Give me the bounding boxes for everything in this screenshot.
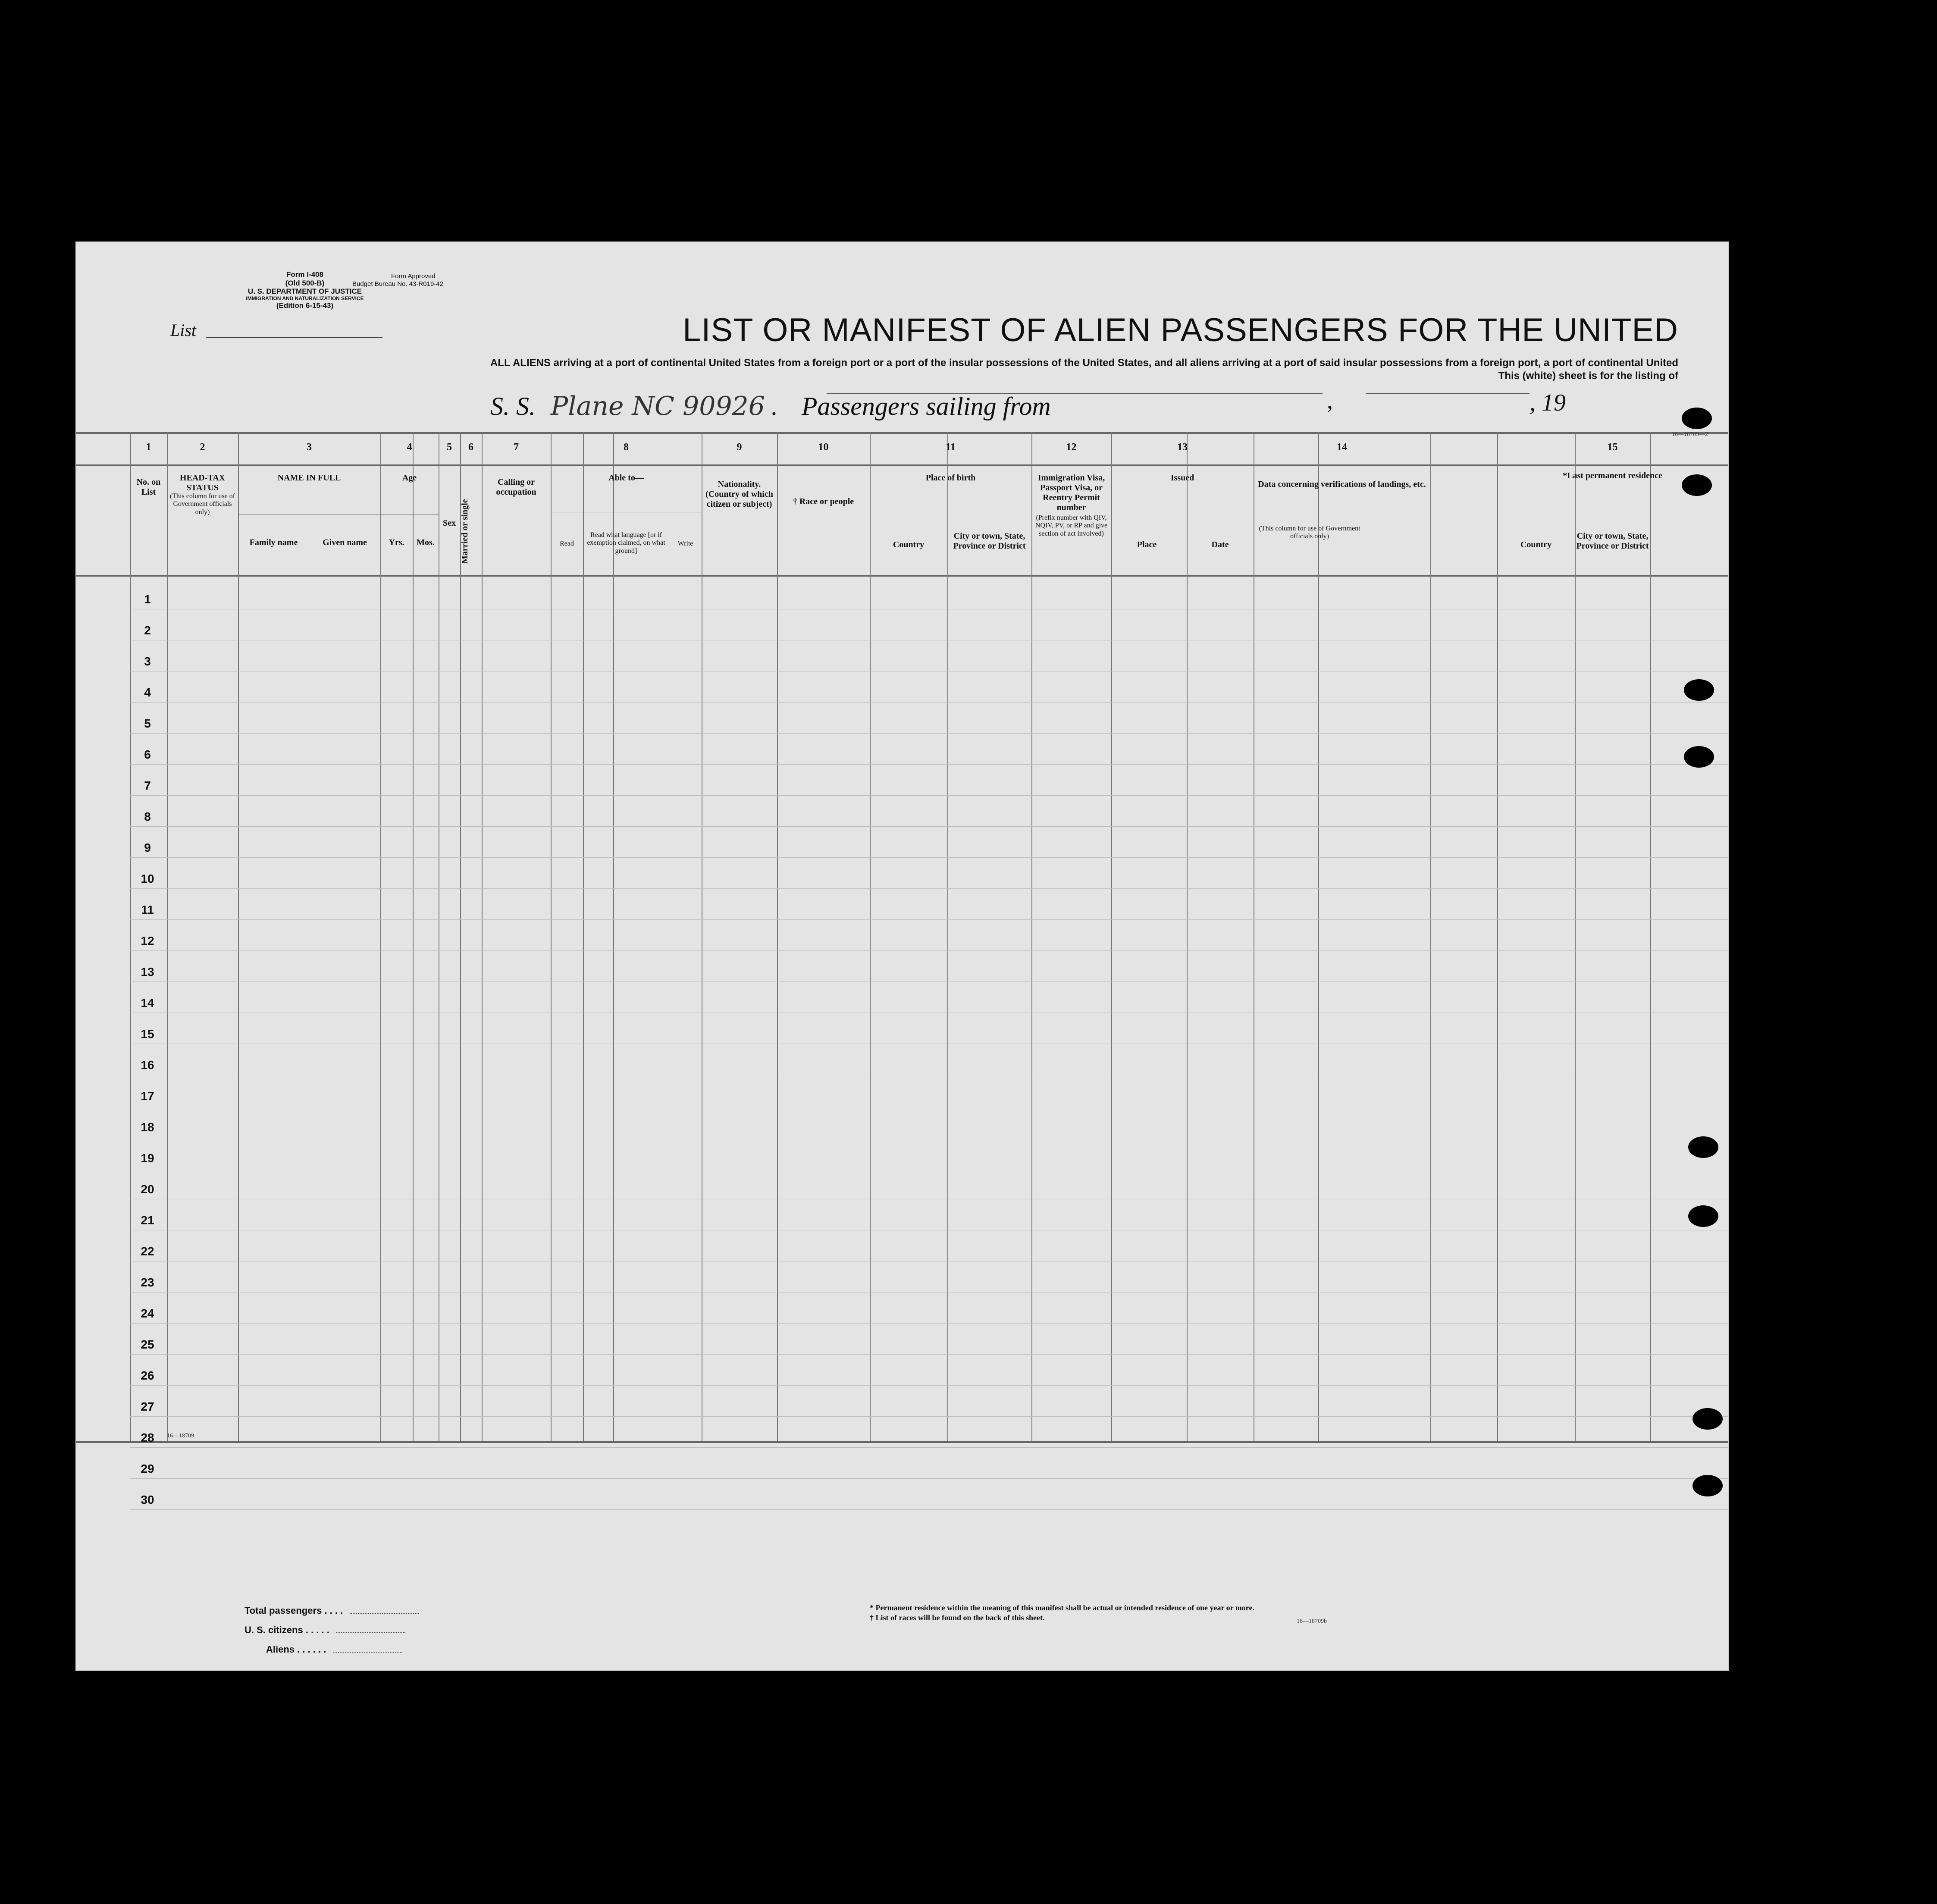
header-residence-city: City or town, State, Province or District (1576, 531, 1649, 551)
column-number: 5 (447, 442, 452, 453)
footer-print-code: 16—18709b (1297, 1618, 1327, 1625)
column-number: 11 (946, 442, 956, 453)
top-print-code: 16—18709—2 (1672, 431, 1708, 438)
header-data-concerning: Data concerning verifications of landings, etc. (1258, 480, 1426, 489)
header-residence-country: Country (1520, 540, 1552, 549)
header-read-language: Read what language [or if exemption claimed, on what ground] (587, 531, 665, 555)
service: IMMIGRATION AND NATURALIZATION SERVICE (246, 295, 364, 301)
column-divider (167, 432, 168, 1441)
edition: (Edition 6-15-43) (276, 301, 334, 310)
binding-hole (1693, 1408, 1723, 1430)
header-visa: Immigration Visa, Passport Visa, or Reentry Permit number (1037, 473, 1105, 512)
subtitle-line-2: This (white) sheet is for the listing of (1498, 370, 1678, 382)
column-number: 7 (514, 442, 519, 453)
subtitle (490, 357, 1678, 383)
row-number: 10 (141, 872, 154, 885)
manifest-sheet (75, 242, 1729, 1671)
row-number: 23 (141, 1276, 154, 1289)
row-number: 17 (141, 1089, 154, 1103)
row-number: 11 (141, 903, 154, 916)
sailing-date-field[interactable] (1366, 393, 1530, 394)
header-sex: Sex (443, 518, 456, 528)
ship-line: S. S. Plane NC 90926 . Passengers sailing from (490, 391, 1051, 421)
us-citizens-field[interactable] (336, 1632, 405, 1633)
binding-hole (1688, 1136, 1718, 1158)
approved-line: Form Approved (391, 273, 436, 280)
binding-hole (1682, 474, 1712, 496)
footnotes (870, 1603, 1254, 1623)
header-read: Read (560, 540, 574, 547)
ship-prefix: S. S. (490, 392, 536, 420)
header-birth-country: Country (893, 540, 925, 549)
row-number: 12 (141, 934, 154, 947)
header-age: Age (402, 473, 417, 483)
header-write: Write (677, 540, 693, 547)
table-row[interactable] (130, 1478, 1728, 1479)
row-number: 25 (141, 1338, 154, 1351)
header-race: † Race or people (793, 497, 854, 506)
header-nationality: Nationality. (Country of which citizen or subject) (705, 480, 773, 509)
table-rule (76, 1441, 1728, 1443)
row-number: 22 (141, 1245, 154, 1258)
binding-hole (1684, 679, 1714, 701)
column-divider (1430, 432, 1431, 1441)
footnote-residence: * Permanent residence within the meaning of this manifest shall be actual or intended residence of one year or more. (870, 1603, 1254, 1612)
column-number: 13 (1177, 442, 1188, 453)
table-row[interactable] (130, 764, 1728, 765)
column-number: 3 (307, 442, 312, 453)
total-passengers-label: Total passengers . . . . (244, 1605, 419, 1616)
aliens-label: Aliens . . . . . . (266, 1644, 402, 1655)
header-no-on-list: No. on List (136, 477, 161, 497)
column-divider (1575, 432, 1576, 1441)
header-visa-note: (Prefix number with QIV, NQIV, PV, or RP and give section of act involved) (1035, 514, 1108, 537)
table-row[interactable] (130, 950, 1728, 951)
row-number: 8 (144, 810, 151, 823)
header-yrs: Yrs. (389, 538, 404, 547)
row-number: 14 (141, 996, 154, 1010)
table-row[interactable] (130, 1447, 1728, 1448)
row-number: 24 (141, 1307, 154, 1320)
table-row[interactable] (130, 1354, 1728, 1355)
header-birth-city: City or town, State, Province or District (953, 531, 1026, 551)
row-number: 2 (144, 624, 151, 637)
sailing-from-field[interactable] (827, 393, 1323, 394)
row-number: 1 (144, 593, 151, 606)
row-number: 27 (141, 1400, 154, 1413)
header-issued-date: Date (1211, 540, 1229, 549)
row-number: 19 (141, 1151, 154, 1165)
column-number: 12 (1066, 442, 1077, 453)
column-divider (1111, 432, 1112, 1441)
header-last-residence: *Last permanent residence (1563, 471, 1662, 480)
budget-line: Budget Bureau No. 43-R019-42 (352, 280, 443, 288)
header-head-tax-note: (This column for use of Government officials only) (169, 492, 235, 516)
row-number: 7 (144, 779, 151, 792)
column-divider (1650, 432, 1651, 1441)
table-row[interactable] (130, 1416, 1728, 1417)
column-divider (1031, 432, 1032, 1441)
column-number: 9 (737, 442, 742, 453)
row-number: 26 (141, 1369, 154, 1382)
binding-hole (1682, 408, 1712, 429)
binding-hole (1684, 746, 1714, 768)
column-divider (583, 432, 584, 1441)
us-citizens-label: U. S. citizens . . . . . (244, 1625, 405, 1636)
column-number: 14 (1337, 442, 1347, 453)
header-data-note: (This column for use of Government officials only) (1259, 525, 1360, 540)
row-number: 5 (144, 717, 151, 730)
bottom-print-code: 16—18709 (167, 1433, 194, 1439)
row-number: 29 (141, 1462, 154, 1475)
column-number: 4 (407, 442, 412, 453)
header-family-name: Family name (249, 538, 298, 547)
list-field[interactable] (206, 337, 382, 338)
binding-hole (1688, 1205, 1718, 1227)
table-row[interactable] (130, 826, 1728, 827)
column-number: 8 (624, 442, 629, 453)
column-divider (870, 432, 871, 1441)
row-number: 6 (144, 748, 151, 761)
header-place-of-birth: Place of birth (925, 473, 976, 483)
header-calling: Calling or occupation (496, 477, 536, 497)
table-row[interactable] (130, 795, 1728, 796)
column-number: 6 (468, 442, 473, 453)
row-number: 18 (141, 1120, 154, 1134)
subtitle-line-1: ALL ALIENS arriving at a port of continental United States from a foreign port or a port of the insular possessions of the United States, and all aliens arriving at a port of said insular possessions from a foreign port, a port of continental United (490, 357, 1678, 369)
row-number: 9 (144, 841, 151, 854)
header-married: Married or single (460, 499, 470, 564)
department: U. S. DEPARTMENT OF JUSTICE (248, 287, 362, 296)
column-divider (947, 432, 948, 1441)
table-rule (76, 575, 1728, 577)
table-row[interactable] (130, 1509, 1728, 1510)
ship-name-handwritten[interactable]: Plane NC 90926 (551, 391, 765, 421)
column-divider (380, 432, 381, 1441)
passengers-sailing-label: Passengers sailing from (801, 392, 1051, 420)
column-number: 1 (146, 442, 151, 453)
column-number: 15 (1607, 442, 1618, 453)
column-divider (1187, 432, 1188, 1441)
header-head-tax: HEAD-TAX STATUS (179, 473, 226, 492)
list-label: List (170, 320, 197, 340)
table-row[interactable] (130, 702, 1728, 703)
row-number: 16 (141, 1058, 154, 1072)
row-number: 15 (141, 1027, 154, 1041)
row-number: 3 (144, 655, 151, 668)
header-issued-place: Place (1137, 540, 1157, 549)
table-row[interactable] (130, 1323, 1728, 1324)
column-divider (130, 432, 131, 1441)
row-number: 4 (144, 686, 151, 699)
column-divider (613, 432, 614, 1441)
row-number: 28 (141, 1431, 154, 1444)
column-divider (1497, 432, 1498, 1441)
table-rule (76, 464, 1728, 466)
column-divider (238, 432, 239, 1441)
table-row[interactable] (130, 733, 1728, 734)
total-passengers-field[interactable] (350, 1613, 419, 1614)
header-name-in-full: NAME IN FULL (277, 473, 341, 483)
column-divider (777, 432, 778, 1441)
header-mos: Mos. (417, 538, 435, 547)
column-divider (460, 432, 461, 1441)
column-divider (551, 432, 552, 1441)
form-number: Form I-408 (286, 270, 323, 279)
form-approval (352, 273, 533, 288)
binding-hole (1693, 1475, 1723, 1496)
header-given-name: Given name (323, 538, 367, 547)
table-row[interactable] (130, 1385, 1728, 1386)
table-row[interactable] (130, 857, 1728, 858)
row-number: 30 (141, 1493, 154, 1506)
comma: , (1327, 387, 1333, 414)
table-row[interactable] (130, 919, 1728, 920)
table-row[interactable] (130, 888, 1728, 889)
row-number: 21 (141, 1214, 154, 1227)
footnote-races: † List of races will be found on the back of this sheet. (870, 1613, 1045, 1622)
row-number: 20 (141, 1183, 154, 1196)
header-issued: Issued (1170, 473, 1194, 483)
column-divider (1318, 432, 1319, 1441)
column-number: 2 (200, 442, 205, 453)
column-divider (413, 432, 414, 1441)
aliens-field[interactable] (333, 1652, 402, 1653)
column-divider (482, 432, 483, 1441)
row-number: 13 (141, 965, 154, 979)
table-rule (76, 432, 1728, 434)
page-title: LIST OR MANIFEST OF ALIEN PASSENGERS FOR THE UNITED (683, 312, 1678, 348)
year-prefix: , 19 (1530, 389, 1566, 416)
column-number: 10 (818, 442, 829, 453)
form-old-number: (Old 500-B) (285, 279, 325, 287)
header-able-to: Able to— (608, 473, 644, 483)
